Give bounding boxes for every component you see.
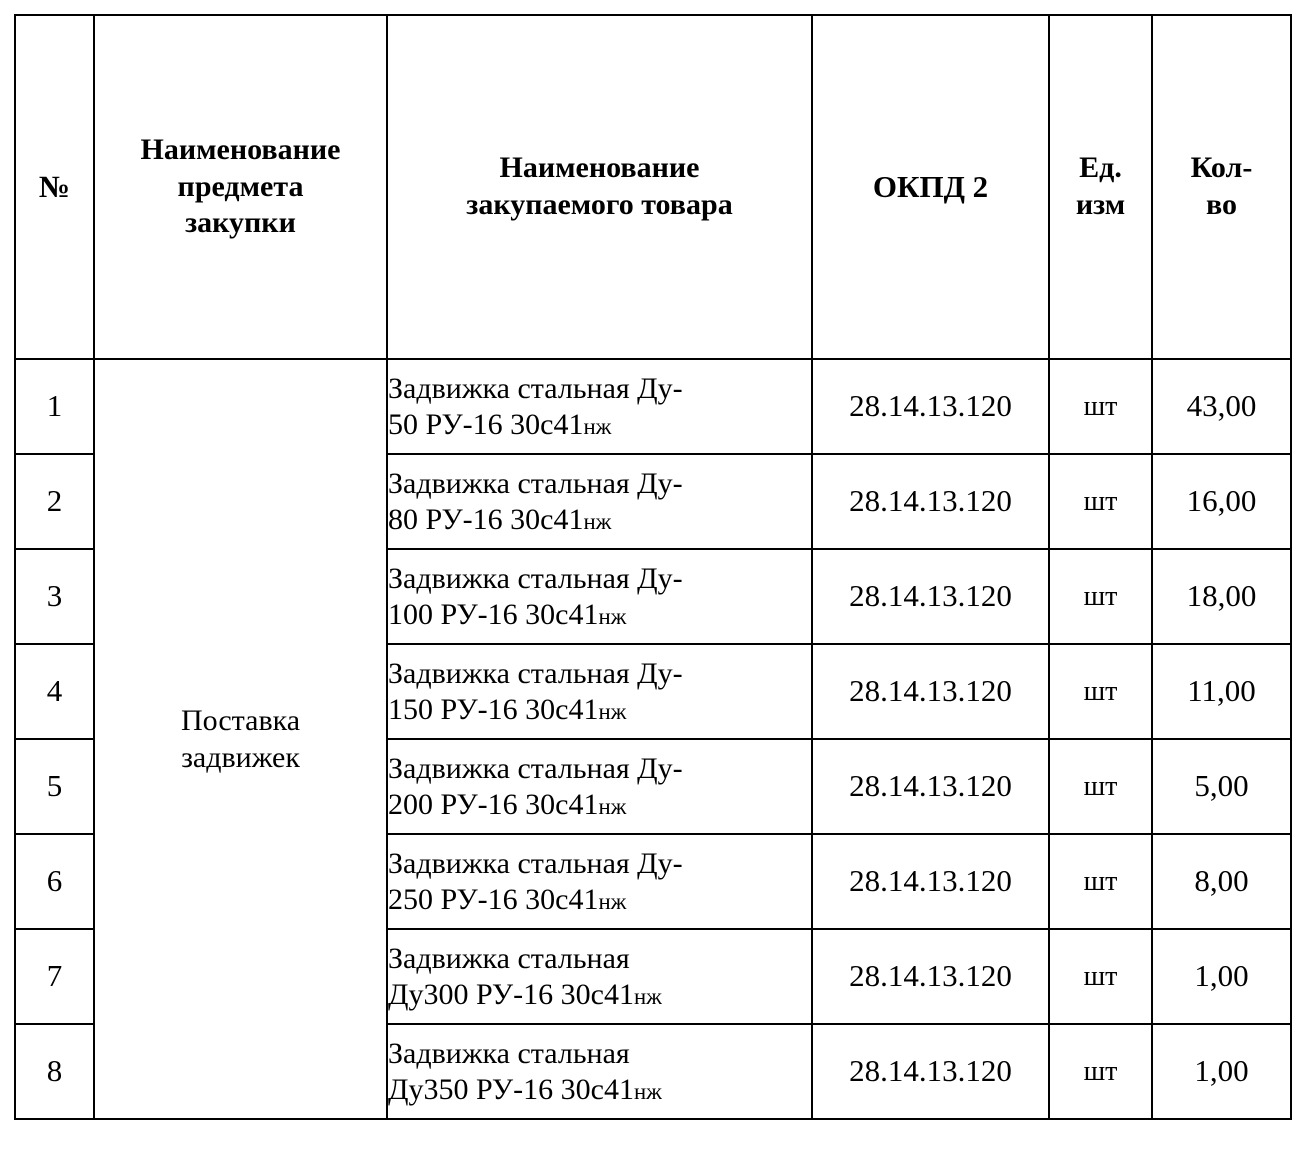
cell-row-number: 8 — [15, 1024, 94, 1119]
cell-okpd-code: 28.14.13.120 — [812, 834, 1049, 929]
procurement-table — [14, 14, 1292, 1120]
goods-name-line2 — [388, 503, 611, 536]
column-header-unit-line1: Ед. — [1079, 151, 1122, 185]
goods-name-line1: Задвижка стальная Ду- — [388, 656, 683, 690]
goods-name-material-suffix: нж — [633, 1078, 662, 1104]
cell-goods-name — [387, 359, 812, 454]
cell-row-number: 2 — [15, 454, 94, 549]
goods-name-code: 200 РУ-16 30с41 — [388, 787, 599, 821]
goods-name-code: 250 РУ-16 30с41 — [388, 882, 599, 916]
cell-quantity: 8,00 — [1152, 834, 1291, 929]
cell-unit-of-measure: шт — [1049, 644, 1152, 739]
cell-goods-name — [387, 454, 812, 549]
goods-name-material-suffix: нж — [598, 888, 627, 914]
column-header-subject — [94, 15, 387, 359]
cell-goods-name — [387, 1024, 812, 1119]
cell-row-number: 7 — [15, 929, 94, 1024]
goods-name-line1: Задвижка стальная Ду- — [388, 371, 683, 405]
cell-unit-of-measure: шт — [1049, 454, 1152, 549]
table-body — [15, 359, 1291, 1119]
cell-unit-of-measure: шт — [1049, 739, 1152, 834]
goods-name-code: 80 РУ-16 30с41 — [388, 502, 584, 536]
cell-okpd-code: 28.14.13.120 — [812, 929, 1049, 1024]
cell-okpd-code: 28.14.13.120 — [812, 644, 1049, 739]
cell-okpd-code: 28.14.13.120 — [812, 549, 1049, 644]
column-header-goods-line1: Наименование — [499, 151, 700, 185]
cell-procurement-subject — [94, 359, 387, 1119]
goods-name-material-suffix: нж — [583, 508, 612, 534]
goods-name-line2 — [388, 788, 626, 821]
cell-okpd-code: 28.14.13.120 — [812, 739, 1049, 834]
cell-row-number: 6 — [15, 834, 94, 929]
goods-name-line2 — [388, 978, 662, 1011]
cell-okpd-code: 28.14.13.120 — [812, 1024, 1049, 1119]
cell-quantity: 1,00 — [1152, 929, 1291, 1024]
column-header-goods — [387, 15, 812, 359]
column-header-number: № — [15, 15, 94, 359]
goods-name-code: Ду350 РУ-16 30с41 — [388, 1072, 634, 1106]
cell-goods-name — [387, 739, 812, 834]
column-header-subject-line1: Наименование — [140, 133, 341, 167]
cell-row-number: 5 — [15, 739, 94, 834]
goods-name-material-suffix: нж — [583, 413, 612, 439]
cell-goods-name — [387, 644, 812, 739]
goods-name-code: 100 РУ-16 30с41 — [388, 597, 599, 631]
goods-name-line2 — [388, 693, 626, 726]
goods-name-material-suffix: нж — [633, 983, 662, 1009]
cell-unit-of-measure: шт — [1049, 834, 1152, 929]
goods-name-line2 — [388, 408, 611, 441]
goods-name-line1: Задвижка стальная — [388, 1036, 630, 1070]
column-header-quantity-line1: Кол- — [1190, 151, 1253, 185]
cell-quantity: 18,00 — [1152, 549, 1291, 644]
cell-quantity: 5,00 — [1152, 739, 1291, 834]
cell-okpd-code: 28.14.13.120 — [812, 454, 1049, 549]
goods-name-line1: Задвижка стальная Ду- — [388, 846, 683, 880]
goods-name-line1: Задвижка стальная Ду- — [388, 561, 683, 595]
cell-unit-of-measure: шт — [1049, 929, 1152, 1024]
cell-unit-of-measure: шт — [1049, 359, 1152, 454]
column-header-goods-line2: закупаемого товара — [466, 188, 733, 221]
goods-name-code: 150 РУ-16 30с41 — [388, 692, 599, 726]
table-header-row — [15, 15, 1291, 359]
goods-name-line2 — [388, 598, 626, 631]
cell-goods-name — [387, 549, 812, 644]
goods-name-code: Ду300 РУ-16 30с41 — [388, 977, 634, 1011]
column-header-subject-line3: закупки — [185, 206, 296, 240]
table-header — [15, 15, 1291, 359]
goods-name-line1: Задвижка стальная — [388, 941, 630, 975]
cell-quantity: 43,00 — [1152, 359, 1291, 454]
goods-name-material-suffix: нж — [598, 698, 627, 724]
procurement-subject-line2: задвижек — [181, 741, 300, 774]
cell-unit-of-measure: шт — [1049, 549, 1152, 644]
cell-goods-name — [387, 834, 812, 929]
cell-row-number: 1 — [15, 359, 94, 454]
column-header-unit — [1049, 15, 1152, 359]
goods-name-material-suffix: нж — [598, 603, 627, 629]
cell-okpd-code: 28.14.13.120 — [812, 359, 1049, 454]
goods-name-line1: Задвижка стальная Ду- — [388, 751, 683, 785]
procurement-subject-line1: Поставка — [180, 703, 301, 737]
cell-quantity: 1,00 — [1152, 1024, 1291, 1119]
column-header-quantity-line2: во — [1206, 188, 1237, 221]
column-header-subject-line2: предмета — [177, 169, 304, 203]
procurement-table-container — [14, 14, 1290, 1120]
goods-name-code: 50 РУ-16 30с41 — [388, 407, 584, 441]
cell-quantity: 16,00 — [1152, 454, 1291, 549]
goods-name-line2 — [388, 1073, 662, 1106]
column-header-quantity — [1152, 15, 1291, 359]
cell-row-number: 4 — [15, 644, 94, 739]
goods-name-line1: Задвижка стальная Ду- — [388, 466, 683, 500]
column-header-unit-line2: изм — [1075, 188, 1126, 221]
cell-quantity: 11,00 — [1152, 644, 1291, 739]
cell-goods-name — [387, 929, 812, 1024]
cell-unit-of-measure: шт — [1049, 1024, 1152, 1119]
column-header-okpd: ОКПД 2 — [812, 15, 1049, 359]
goods-name-line2 — [388, 883, 626, 916]
cell-row-number: 3 — [15, 549, 94, 644]
table-row — [15, 359, 1291, 454]
goods-name-material-suffix: нж — [598, 793, 627, 819]
